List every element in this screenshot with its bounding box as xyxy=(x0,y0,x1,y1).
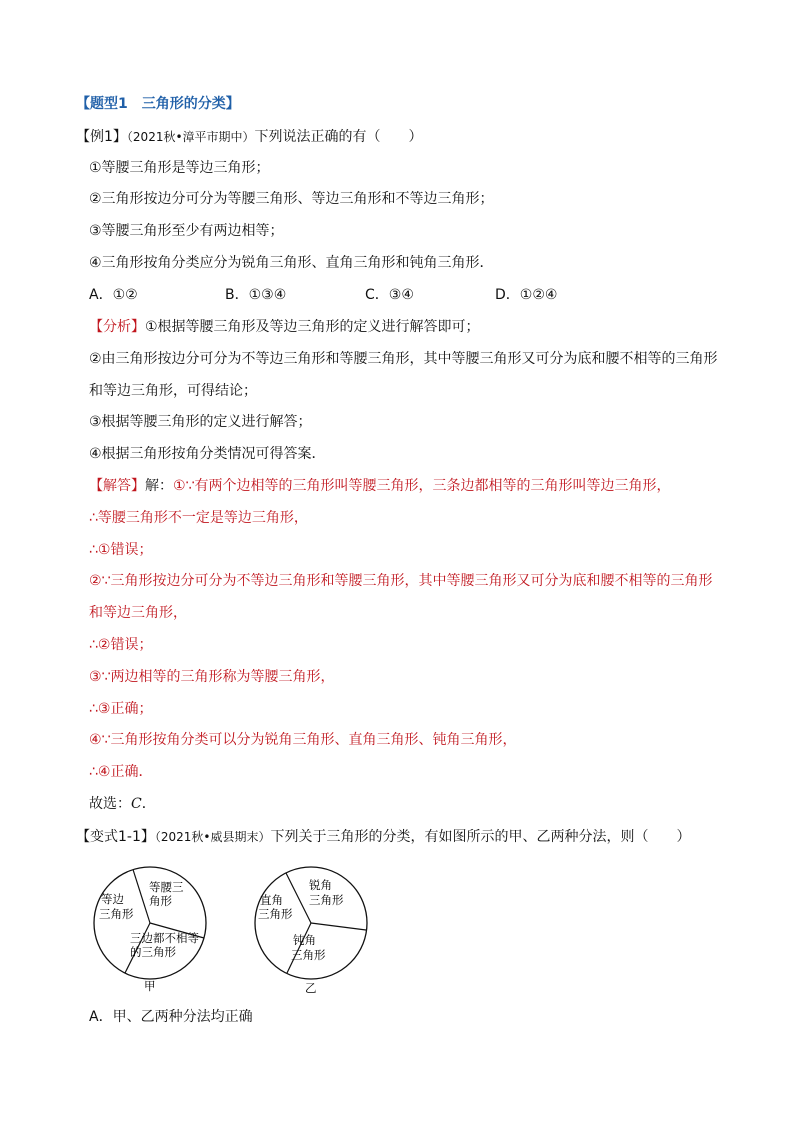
solution-text-1: ①∵有两个边相等的三角形叫等腰三角形，三条边都相等的三角形叫等边三角形， xyxy=(173,478,671,494)
caption-yi: 乙 xyxy=(305,981,317,995)
yi-sector-a-line-2: 三角形 xyxy=(309,893,344,907)
jia-sector-b-line-1: 等边 xyxy=(101,892,124,906)
variant-label: 【变式1-1】 xyxy=(76,829,155,845)
solution-line-5: 和等边三角形， xyxy=(89,605,187,621)
option-b: B．①③④ xyxy=(225,287,287,303)
answer-suffix: ． xyxy=(141,796,156,812)
analysis-line-2: ②由三角形按边分可分为不等边三角形和等腰三角形，其中等腰三角形又可分为底和腰不相等的三角形 xyxy=(89,351,718,367)
analysis-line-1 xyxy=(89,316,480,338)
jia-sector-b-line-2: 三角形 xyxy=(99,907,134,921)
statement-2: ②三角形按边分可分为等腰三角形、等边三角形和不等边三角形； xyxy=(89,191,494,207)
variant-option-a: A．甲、乙两种分法均正确 xyxy=(89,1009,253,1025)
statement-1: ①等腰三角形是等边三角形； xyxy=(89,160,270,176)
divider-jia-1 xyxy=(133,870,150,924)
example-question: 下列说法正确的有（ ） xyxy=(254,129,423,145)
solution-line-9: ④∵三角形按角分类可以分为锐角三角形、直角三角形、钝角三角形， xyxy=(89,732,517,748)
divider-yi-3 xyxy=(311,923,366,930)
jia-sector-c-line-1: 三边都不相等 xyxy=(130,931,199,945)
solution-line-8: ∴③正确； xyxy=(89,701,153,717)
solution-line-3: ∴①错误； xyxy=(89,542,153,558)
yi-sector-c-line-2: 三角形 xyxy=(291,948,326,962)
figure-jia xyxy=(94,867,206,993)
example-1-question-line xyxy=(76,126,423,148)
answer-prefix: 故选： xyxy=(89,796,131,812)
section-heading: 【题型1 三角形的分类】 xyxy=(76,96,240,112)
analysis-line-3: 和等边三角形，可得结论； xyxy=(89,383,257,399)
solution-label: 【解答】 xyxy=(89,478,145,494)
example-label: 【例1】 xyxy=(76,129,127,145)
analysis-line-5: ④根据三角形按角分类情况可得答案． xyxy=(89,446,326,462)
solution-line-2: ∴等腰三角形不一定是等边三角形， xyxy=(89,510,308,526)
classification-figures xyxy=(80,860,380,1000)
example-source: （2021秋•漳平市期中） xyxy=(126,130,255,144)
analysis-line-4: ③根据等腰三角形的定义进行解答； xyxy=(89,414,312,430)
solution-line-10: ∴④正确． xyxy=(89,764,153,780)
yi-sector-a-line-1: 锐角 xyxy=(309,878,332,892)
caption-jia: 甲 xyxy=(144,979,156,993)
variant-source: （2021秋•威县期末） xyxy=(154,830,271,844)
figure-yi xyxy=(255,867,367,995)
option-c: C．③④ xyxy=(365,287,414,303)
jia-sector-c-line-2: 的三角形 xyxy=(130,945,176,959)
yi-sector-b-line-1: 直角 xyxy=(260,893,283,907)
solution-line-7: ③∵两边相等的三角形称为等腰三角形， xyxy=(89,669,335,685)
solution-line-4: ②∵三角形按边分可分为不等边三角形和等腰三角形，其中等腰三角形又可分为底和腰不相等的三角形 xyxy=(89,573,713,589)
jia-sector-a-line-1: 等腰三 xyxy=(149,880,184,894)
variant-question: 下列关于三角形的分类，有如图所示的甲、乙两种分法，则（ ） xyxy=(270,829,691,845)
answer-letter: C xyxy=(131,796,142,812)
final-answer-line xyxy=(89,793,156,815)
yi-sector-b-line-2: 三角形 xyxy=(258,907,293,921)
analysis-label: 【分析】 xyxy=(89,319,145,335)
statement-3: ③等腰三角形至少有两边相等； xyxy=(89,223,284,239)
yi-sector-c-line-1: 钝角 xyxy=(293,933,316,947)
solution-line-6: ∴②错误； xyxy=(89,637,153,653)
variant-question-line xyxy=(76,826,691,848)
solution-line-1 xyxy=(89,475,670,497)
analysis-text-1: ①根据等腰三角形及等边三角形的定义进行解答即可； xyxy=(145,319,480,335)
solution-prefix: 解： xyxy=(145,478,173,494)
option-d: D．①②④ xyxy=(495,287,558,303)
jia-sector-a-line-2: 角形 xyxy=(149,894,172,908)
option-a: A．①② xyxy=(89,287,138,303)
statement-4: ④三角形按角分类应分为锐角三角形、直角三角形和钝角三角形． xyxy=(89,255,494,271)
